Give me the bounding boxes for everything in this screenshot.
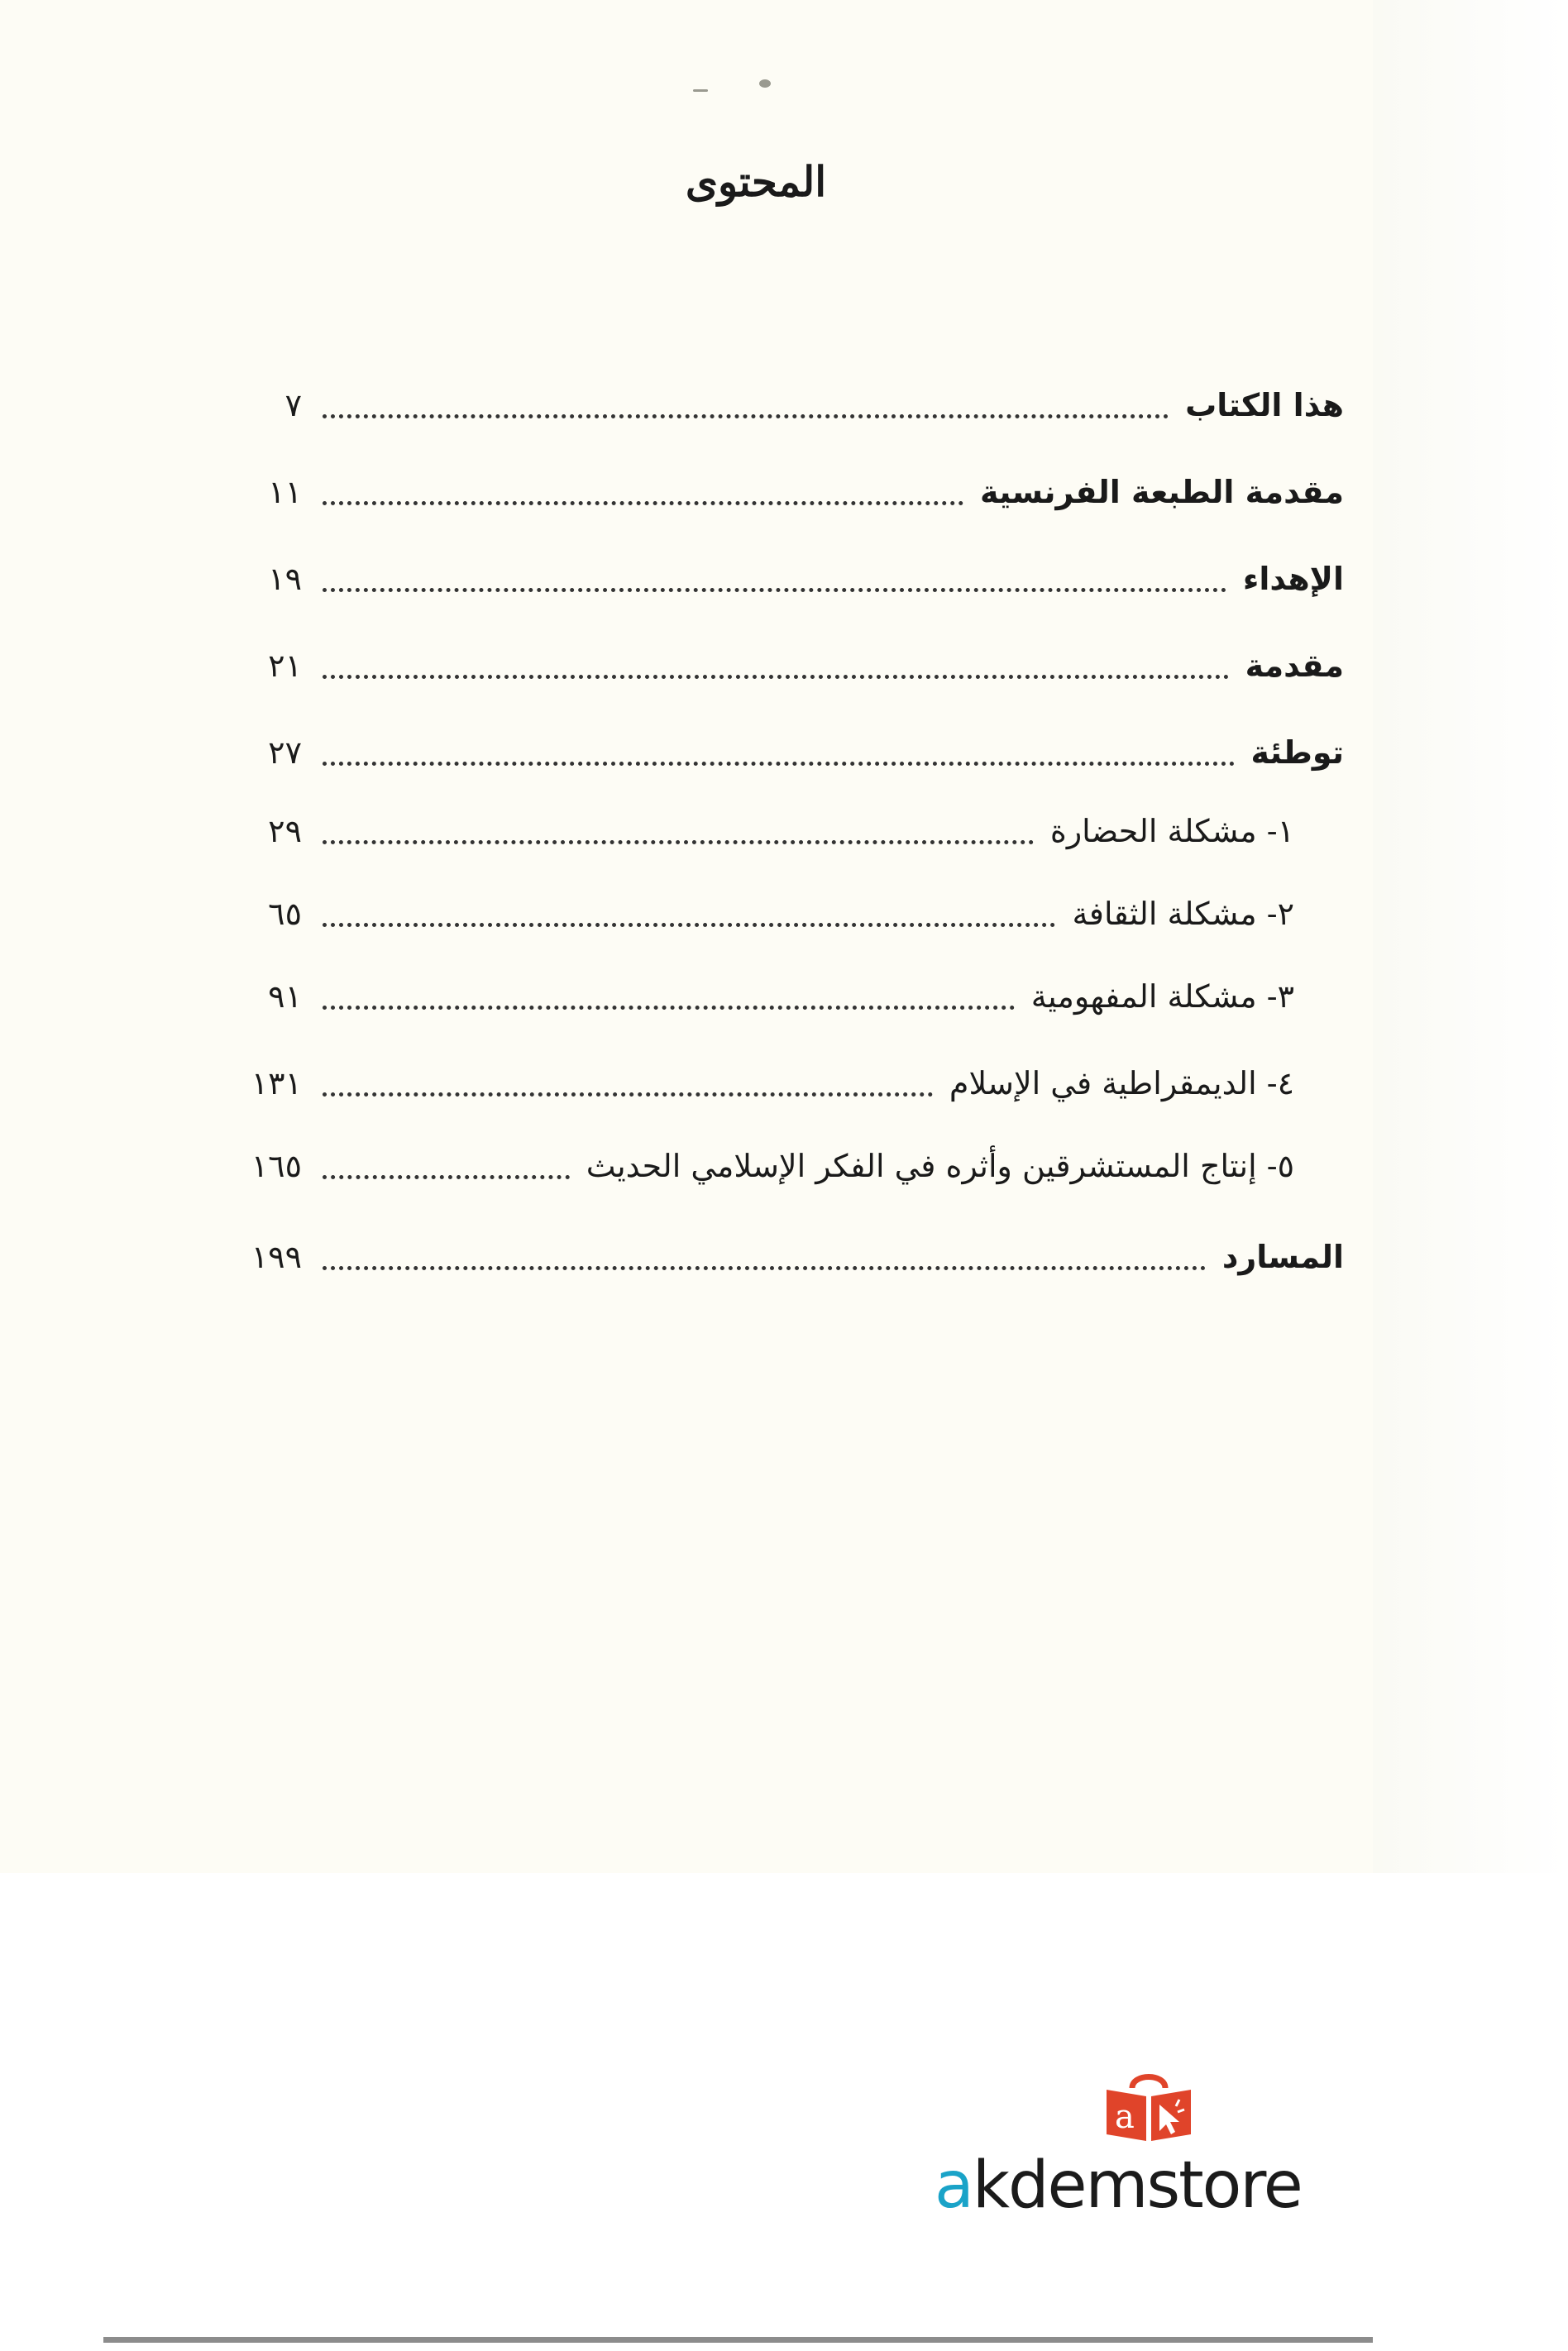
toc-entry-title: مقدمة الطبعة الفرنسية	[980, 474, 1344, 510]
toc-page-number: ٢١	[268, 647, 302, 684]
toc-entry-title: توطئة	[1250, 734, 1344, 771]
dot-leader	[323, 1266, 1206, 1270]
dot-leader	[323, 762, 1235, 766]
print-speck	[693, 89, 708, 92]
toc-entry	[323, 463, 1344, 521]
toc-page-number: ١٩٩	[251, 1239, 302, 1275]
toc-entry	[323, 724, 1344, 781]
toc-entry	[323, 968, 1294, 1025]
toc-entry-title: ٢- مشكلة الثقافة	[1072, 896, 1294, 932]
toc-entry-title: المسارد	[1221, 1239, 1344, 1275]
toc-page-number: ١١	[268, 474, 302, 510]
dot-leader	[323, 588, 1226, 592]
toc-entry-title: هذا الكتاب	[1185, 387, 1344, 423]
dot-leader	[323, 1092, 933, 1097]
dot-leader	[323, 840, 1034, 844]
toc-entry-title: ٣- مشكلة المفهومية	[1030, 978, 1294, 1015]
dot-leader	[323, 414, 1169, 418]
bottom-border	[103, 2337, 1373, 2343]
toc-entry-title: الإهداء	[1242, 561, 1344, 597]
toc-entry	[323, 637, 1344, 695]
toc-entry	[323, 885, 1294, 943]
toc-entry	[323, 802, 1294, 860]
toc-page-number: ٢٩	[268, 813, 302, 849]
toc-title: المحتوى	[685, 157, 827, 206]
logo-text: kdemstore	[972, 2148, 1302, 2223]
toc-entry-title: ١- مشكلة الحضارة	[1049, 813, 1294, 849]
logo-bag-letter: a	[1115, 2098, 1135, 2136]
logo-letter-a: a	[935, 2148, 973, 2223]
toc-entry	[323, 376, 1344, 434]
toc-entry-title: مقدمة	[1245, 647, 1344, 684]
dot-leader	[323, 1175, 570, 1179]
dot-leader	[323, 501, 963, 505]
toc-page-number: ١٦٥	[251, 1148, 302, 1184]
toc-page-number: ٧	[284, 387, 302, 423]
toc-page-number: ١٩	[268, 561, 302, 597]
toc-entry	[323, 550, 1344, 608]
dot-leader	[323, 1006, 1015, 1010]
toc-entry-title: ٤- الديمقراطية في الإسلام	[949, 1065, 1294, 1101]
dot-leader	[323, 923, 1055, 927]
toc-page-number: ١٣١	[251, 1065, 302, 1101]
toc-entry-title: ٥- إنتاج المستشرقين وأثره في الفكر الإسلامي الحديث	[586, 1148, 1294, 1184]
toc-entry	[323, 1137, 1294, 1195]
print-speck	[759, 79, 771, 88]
shopping-bag-logo-icon	[1103, 2071, 1194, 2142]
toc-entry	[323, 1228, 1344, 1286]
toc-entry	[323, 1054, 1294, 1112]
store-logo-wordmark	[935, 2148, 1365, 2231]
page-edge	[1373, 0, 1568, 1873]
dot-leader	[323, 675, 1229, 679]
toc-page-number: ٩١	[268, 978, 302, 1015]
toc-page-number: ٢٧	[268, 734, 302, 771]
toc-page-number: ٦٥	[268, 896, 302, 932]
